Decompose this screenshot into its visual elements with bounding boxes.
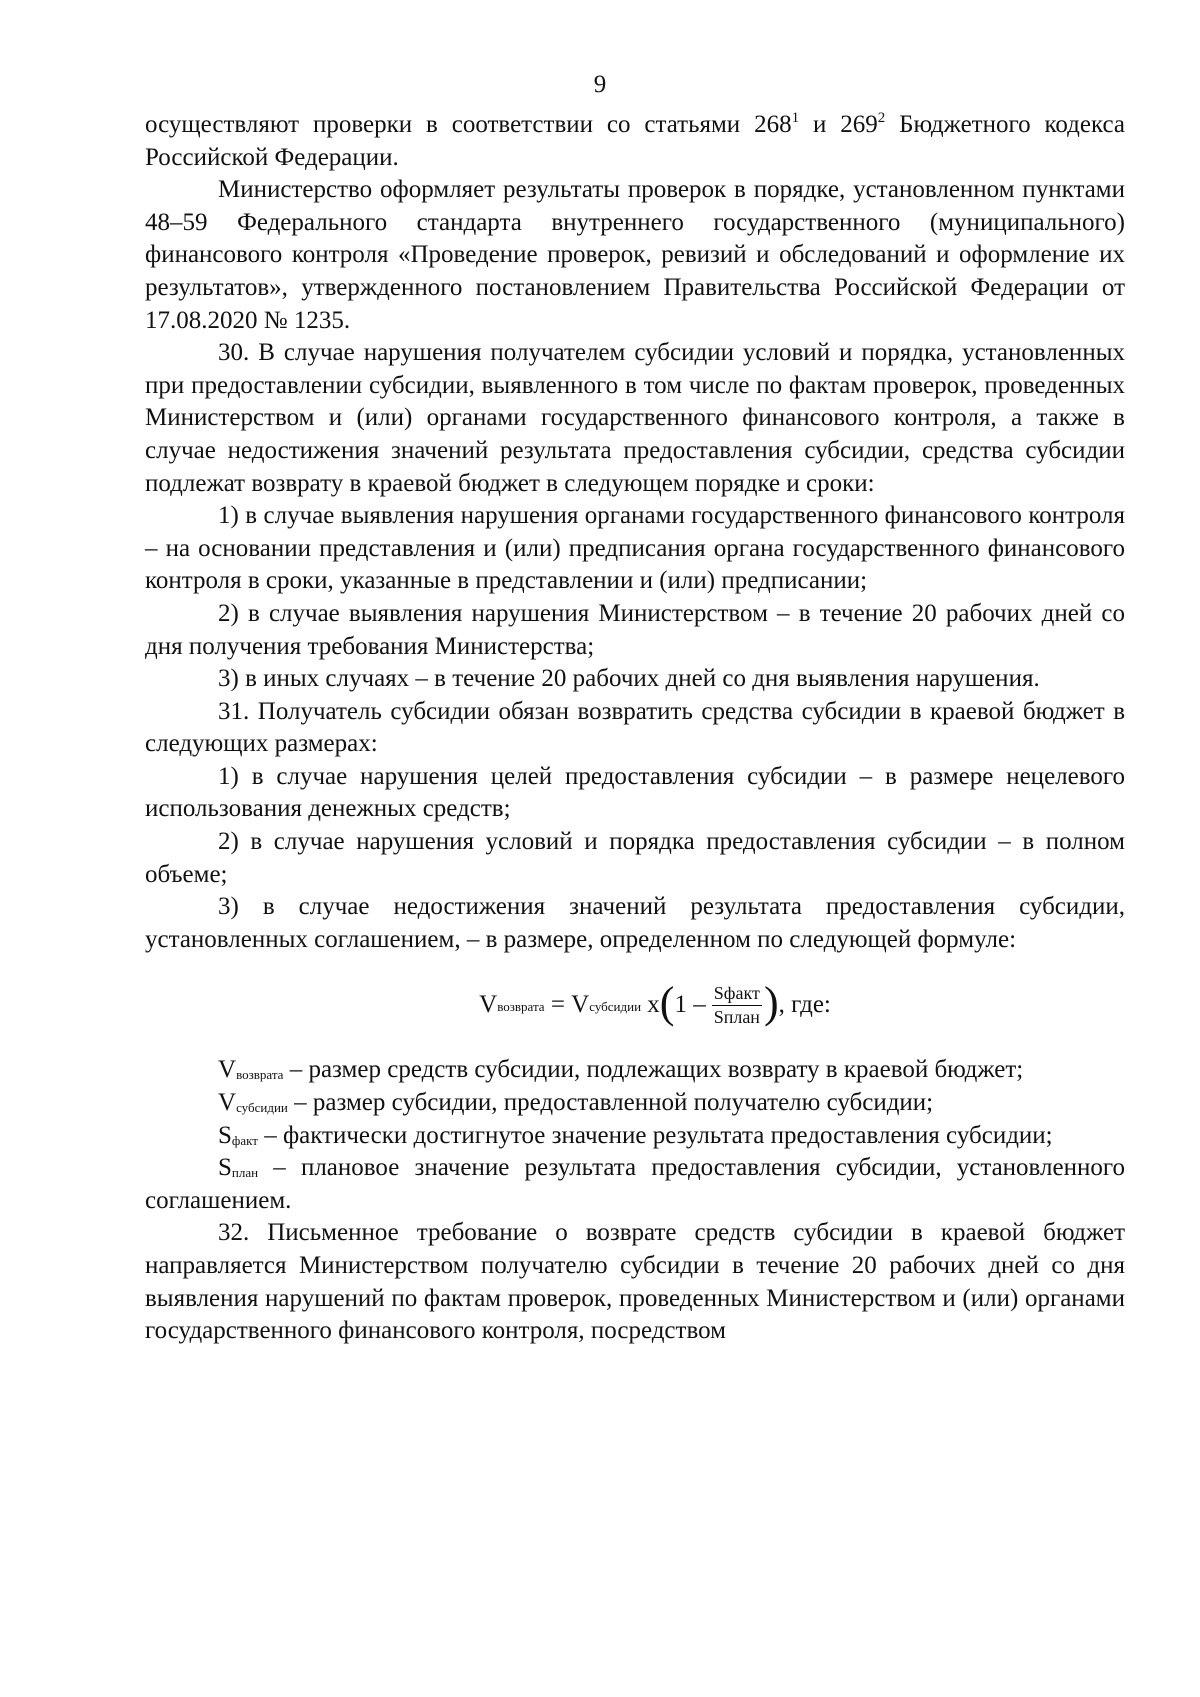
fraction-numerator: Sфакт xyxy=(712,983,762,1006)
paragraph-continuation: осуществляют проверки в соответствии со статьями $268^1$ и $269^2$ Бюджетного кодекса Российской Федерации. xyxy=(145,110,1125,171)
paragraph-30-item-2: 2) в случае выявления нарушения Министерством – в течение 20 рабочих дней со дня получения требования Министерства; xyxy=(145,599,1125,660)
document-body xyxy=(145,109,1125,1348)
page-number: 9 xyxy=(593,71,607,98)
return-formula: V возврата = V субсидии x ( 1 – $\frac{\text{Sфакт}}{\text{Sплан}}$ ) , где: xyxy=(479,978,831,1028)
paragraph-30: 30. В случае нарушения получателем субсидии условий и порядка, установленных при предоставлении субсидии, выявленного в том числе по фактам проверок, проведенных Министерством и (или) органами государственного финансового контроля, а также в случае недостижения значений результата предоставления субсидии, средства субсидии подлежат возврату в краевой бюджет в следующем порядке и сроки: xyxy=(145,339,1125,497)
paragraph-30-item-1: 1) в случае выявления нарушения органами государственного финансового контроля – на основании представления и (или) предписания органа государственного финансового контроля в сроки, указанные в представлении и (или) предписании; xyxy=(145,502,1125,595)
paragraph-31: 31. Получатель субсидии обязан возвратить средства субсидии в краевой бюджет в следующих размерах: xyxy=(145,697,1125,758)
paragraph-30-item-3: 3) в иных случаях – в течение 20 рабочих дней со дня выявления нарушения. xyxy=(218,665,1040,693)
superscript-1: 1 xyxy=(791,110,800,126)
legend-v-return: Vвозврата – размер средств субсидии, подлежащих возврату в краевой бюджет; xyxy=(218,1056,1024,1084)
formula-close-paren: ) xyxy=(763,978,779,1028)
superscript-2: 2 xyxy=(877,110,886,126)
legend-v-subsidy: Vсубсидии – размер субсидии, предоставленной получателю субсидии; xyxy=(218,1089,934,1117)
paragraph-31-item-1: 1) в случае нарушения целей предоставления субсидии – в размере нецелевого использования денежных средств; xyxy=(145,762,1125,823)
legend-s-fact: Sфакт – фактически достигнутое значение результата предоставления субсидии; xyxy=(218,1121,1053,1149)
paragraph-31-item-2: 2) в случае нарушения условий и порядка предоставления субсидии – в полном объеме; xyxy=(145,828,1125,888)
formula-fraction xyxy=(712,983,762,1028)
fraction-denominator: Sплан xyxy=(713,1006,760,1027)
paragraph-31-item-3: 3) в случае недостижения значений результата предоставления субсидии, установленных соглашением, – в размере, определенном по следующей формуле: xyxy=(145,893,1125,953)
legend-s-plan: Sплан – плановое значение результата предоставления субсидии, установленного соглашением. xyxy=(145,1154,1125,1214)
formula-open-paren: ( xyxy=(659,978,675,1028)
paragraph-ministry-results: Министерство оформляет результаты проверок в порядке, установленном пунктами 48–59 Федерального стандарта внутреннего государственного (муниципального) финансового контроля «Проведение проверок, ревизий и обследований и оформление их результатов», утвержденного постановлением Правительства Российской Федерации от 17.08.2020 № 1235. xyxy=(145,176,1125,334)
paragraph-32: 32. Письменное требование о возврате средств субсидии в краевой бюджет направляется Министерством получателю субсидии в течение 20 рабочих дней со дня выявления нарушений по фактам проверок, проведенных Министерством и (или) органами государственного финансового контроля, посредством xyxy=(145,1219,1125,1345)
